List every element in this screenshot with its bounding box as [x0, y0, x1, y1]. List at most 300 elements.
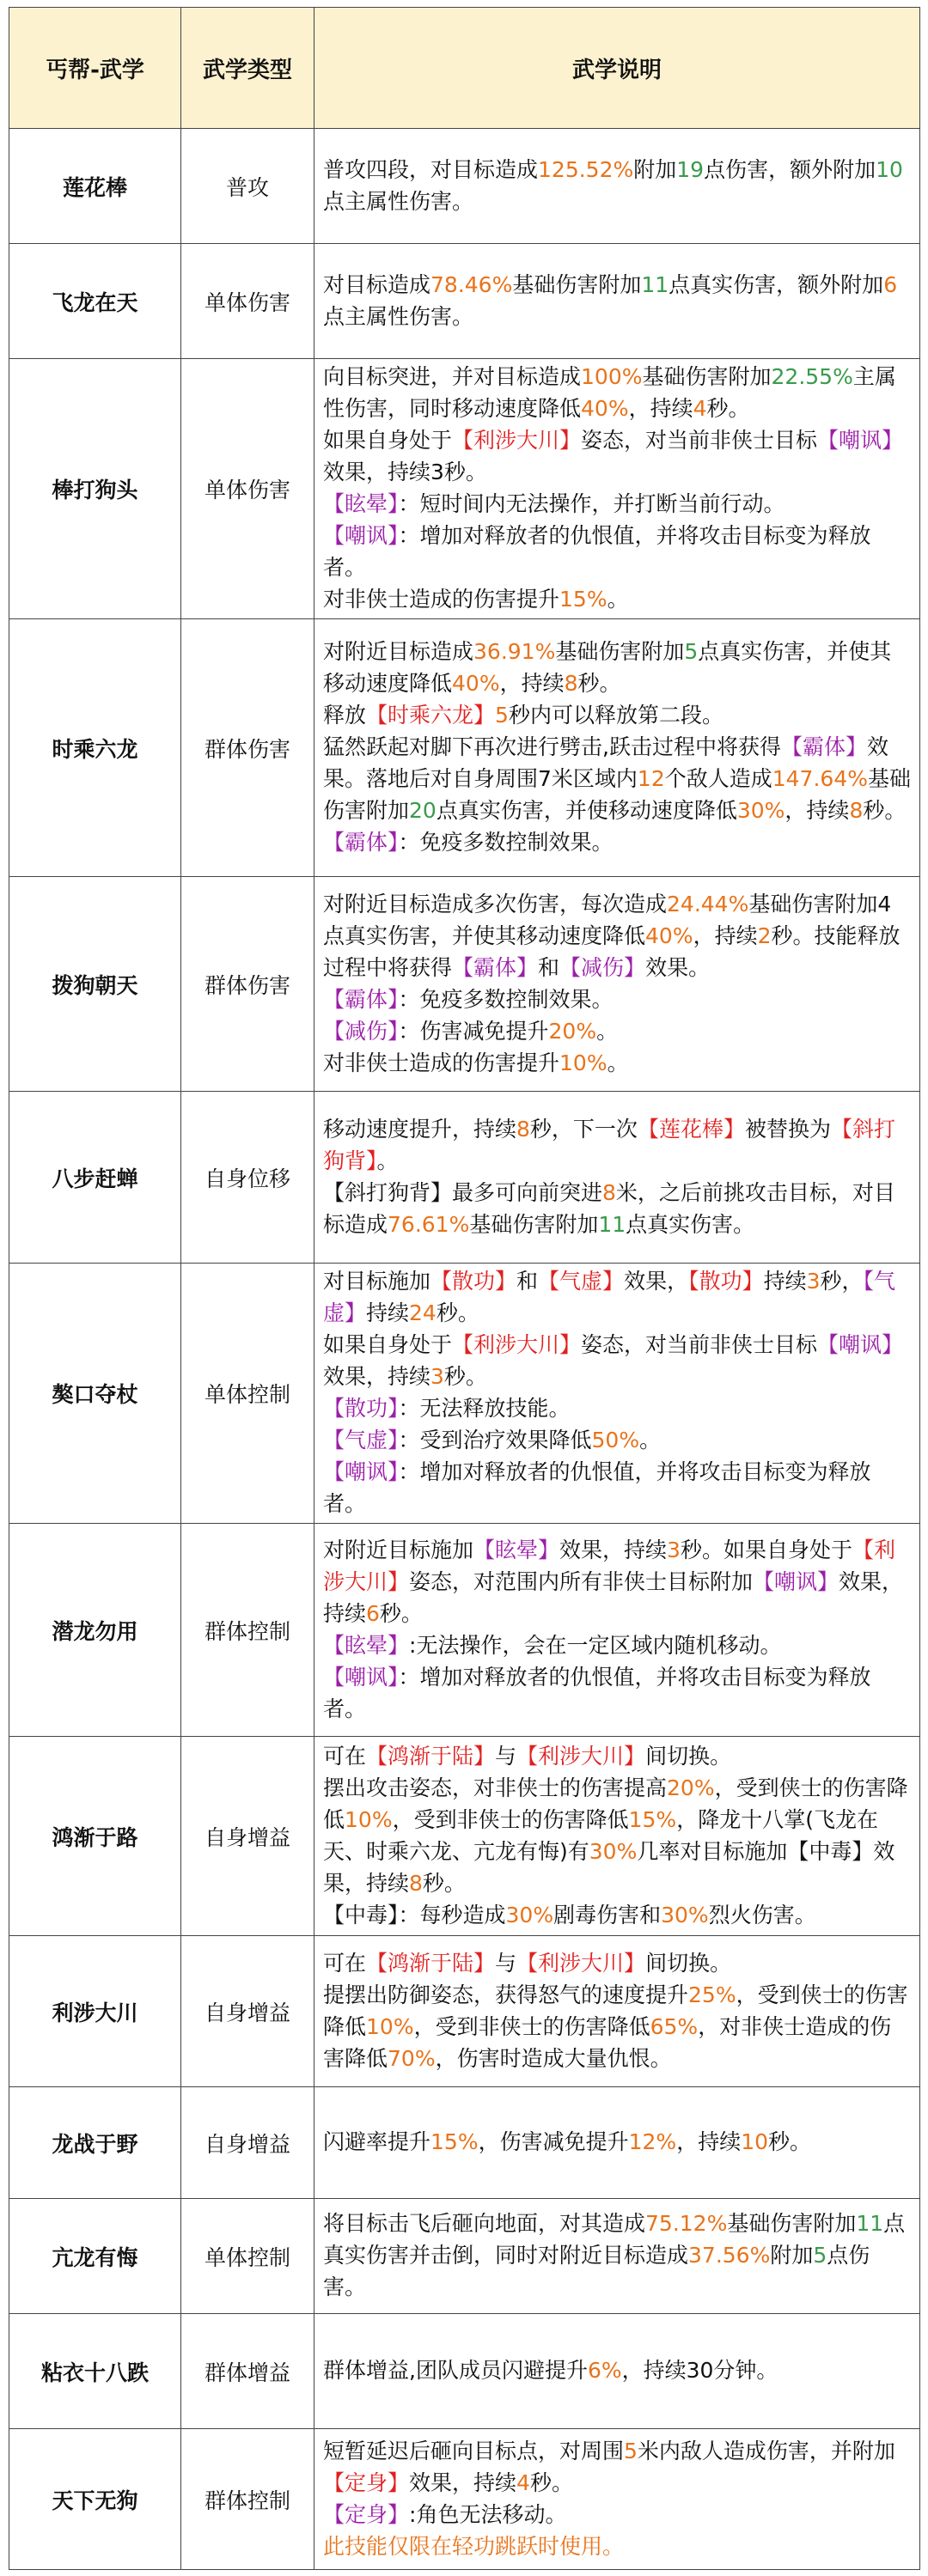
text-segment: 【减伤】 [559, 954, 646, 980]
text-segment: 点真实伤害并击倒，同时对附近目标造成 [323, 2211, 906, 2268]
text-segment: 76.61% [388, 1211, 470, 1237]
description-line [323, 636, 911, 699]
text-segment: 基础伤害附加 [555, 639, 685, 664]
text-segment: 24.44% [667, 891, 749, 917]
text-segment: 10% [559, 1050, 607, 1075]
text-segment: 秒。 [768, 2129, 812, 2154]
skill-description [314, 244, 920, 359]
text-segment: 秒。 [443, 1364, 487, 1389]
table-row [9, 1936, 920, 2087]
text-segment: 6% [587, 2358, 622, 2383]
text-segment: 秒，下一次 [529, 1116, 638, 1142]
text-segment: ：短时间内无法操作，并打断当前行动。 [398, 491, 785, 516]
text-segment: 37.56% [688, 2243, 771, 2268]
text-segment: 10% [345, 1806, 393, 1832]
skill-description [314, 1264, 920, 1524]
text-segment: 【定身】 [323, 2501, 410, 2527]
text-segment: :无法操作，会在一定区域内随机移动。 [409, 1632, 782, 1658]
table-row [9, 1092, 920, 1264]
text-segment: 5 [495, 703, 509, 728]
description-line [323, 1947, 911, 1979]
text-segment: 秒， [820, 1269, 864, 1294]
text-segment: 20% [667, 1775, 715, 1800]
text-segment: ，持续 [693, 923, 758, 948]
text-segment: 【霸体】 [323, 830, 399, 855]
text-segment: 和 [516, 1269, 539, 1294]
skill-type: 群体伤害 [181, 877, 314, 1092]
text-segment: 【利涉大川】 [452, 1332, 582, 1357]
text-segment: 【嘲讽】 [753, 1568, 839, 1594]
text-segment: 36.91% [473, 639, 556, 664]
text-segment: 4 [516, 2469, 530, 2495]
skill-description [314, 1737, 920, 1936]
text-segment: ，伤害时造成大量仇恨。 [435, 2045, 672, 2071]
text-segment: ，持续30分钟。 [621, 2358, 778, 2383]
skill-type: 单体伤害 [181, 244, 314, 359]
text-segment: 100% [581, 364, 643, 389]
text-segment: 几率对目标施加【中毒】效果，持续 [323, 1838, 895, 1896]
text-segment: 效果。 [645, 954, 711, 980]
skill-type: 自身位移 [181, 1092, 314, 1264]
skill-type: 自身增益 [181, 2087, 314, 2199]
text-segment: 【嘲讽】 [323, 1459, 399, 1484]
text-segment: 对非侠士造成的伤害提升 [323, 1050, 560, 1075]
skill-type: 群体伤害 [181, 619, 314, 877]
table-row [9, 1737, 920, 1936]
text-segment: 可在 [323, 1950, 367, 1976]
text-segment: 姿态，对当前非侠士目标 [581, 1332, 818, 1357]
text-segment: ，降龙十八掌(飞龙在天、时乘六龙、亢龙有悔)有 [323, 1806, 878, 1864]
skill-name: 龙战于野 [9, 2087, 181, 2199]
skill-name: 时乘六龙 [9, 619, 181, 877]
text-segment: 将目标击飞后砸向地面，对其造成 [323, 2211, 646, 2236]
text-segment: 147.64% [772, 766, 868, 791]
header-desc: 武学说明 [314, 8, 920, 129]
text-segment: 可在 [323, 1743, 367, 1769]
description-line [323, 1456, 911, 1519]
description-line [323, 731, 911, 826]
description-line [323, 1392, 911, 1424]
text-segment: 如果自身处于 [323, 428, 453, 453]
text-segment: 烈火伤害。 [708, 1902, 816, 1927]
text-segment: 【散功】 [430, 1269, 517, 1294]
skill-description [314, 359, 920, 619]
text-segment: ，持续 [628, 396, 693, 421]
text-segment: 秒。 [379, 1600, 423, 1626]
skill-description [314, 1524, 920, 1737]
text-segment: 秒。如果自身处于 [680, 1537, 852, 1562]
text-segment: 10 [876, 156, 903, 182]
text-segment: 点主属性伤害。 [323, 188, 474, 214]
text-segment: 11 [856, 2211, 884, 2236]
text-segment: 6 [883, 271, 898, 297]
skill-description [314, 1092, 920, 1264]
description-line [323, 2126, 911, 2158]
text-segment: 基础伤害附加4点真实伤害，并使其移动速度降低 [323, 891, 892, 948]
text-segment: 【眩晕】 [473, 1537, 560, 1562]
table-row [9, 244, 920, 359]
skill-name: 潜龙勿用 [9, 1524, 181, 1737]
text-segment: 如果自身处于 [323, 1332, 453, 1357]
skill-type: 群体控制 [181, 2429, 314, 2570]
text-segment: ：免疫多数控制效果。 [398, 986, 614, 1012]
skill-description [314, 1936, 920, 2087]
description-line [323, 1629, 911, 1661]
text-segment: 持续 [763, 1269, 807, 1294]
text-segment: 秒。 [706, 396, 750, 421]
text-segment: 闪避率提升 [323, 2129, 431, 2154]
skill-table [9, 7, 920, 2570]
skill-name: 亢龙有悔 [9, 2199, 181, 2314]
description-line [323, 520, 911, 583]
text-segment: 【利涉大川】 [452, 428, 582, 453]
text-segment: 【散功】 [323, 1396, 399, 1421]
text-segment: 【眩晕】 [323, 1632, 410, 1658]
skill-type: 自身增益 [181, 1936, 314, 2087]
text-segment: 30% [505, 1902, 554, 1927]
text-segment: 点伤害，额外附加 [704, 156, 876, 182]
skill-description [314, 2429, 920, 2570]
text-segment: 125.52% [538, 156, 634, 182]
text-segment: 25% [688, 1982, 736, 2007]
description-line [323, 1015, 911, 1047]
text-segment: 点真实伤害，并使其移动速度降低 [323, 639, 892, 696]
text-segment: 3 [430, 1364, 444, 1389]
description-line [323, 2354, 911, 2386]
text-segment: ：增加对释放者的仇恨值，并将攻击目标变为释放者。 [323, 1664, 871, 1721]
text-segment: ，持续 [499, 671, 565, 696]
skill-type: 普攻 [181, 129, 314, 244]
text-segment: 。 [376, 1148, 399, 1173]
text-segment: 65% [650, 2013, 699, 2039]
description-line [323, 1047, 911, 1079]
skill-type: 群体控制 [181, 1524, 314, 1737]
text-segment: 【定身】 [323, 2469, 410, 2495]
skill-description [314, 2199, 920, 2314]
text-segment: 被替换为 [744, 1116, 831, 1142]
skill-description [314, 877, 920, 1092]
text-segment: 秒。 [422, 1870, 466, 1896]
header-name: 丐帮-武学 [9, 8, 181, 129]
description-line [323, 1772, 911, 1899]
description-line [323, 1177, 911, 1240]
text-segment: 24 [409, 1300, 437, 1325]
text-segment: 【减伤】 [323, 1018, 399, 1044]
text-segment: 15% [628, 1806, 677, 1832]
text-segment: 【利涉大川】 [323, 1537, 895, 1594]
description-line [323, 2530, 911, 2562]
text-segment: 。 [596, 1018, 619, 1044]
description-line [323, 154, 911, 217]
text-segment: 基础伤害附加 [727, 2211, 857, 2236]
header-row [9, 8, 920, 129]
text-segment: 对非侠士造成的伤害提升 [323, 587, 560, 612]
description-line [323, 1899, 911, 1931]
description-line [323, 2499, 911, 2530]
text-segment: 秒。 [577, 671, 621, 696]
skill-type: 单体控制 [181, 1264, 314, 1524]
description-line [323, 1661, 911, 1725]
text-segment: ，受到侠士的伤害降低 [323, 1982, 908, 2039]
skill-name: 獒口夺杖 [9, 1264, 181, 1524]
text-segment: 与 [495, 1950, 517, 1976]
text-segment: 【嘲讽】 [323, 523, 399, 548]
text-segment: ：增加对释放者的仇恨值，并将攻击目标变为释放者。 [323, 523, 871, 580]
text-segment: 普攻四段，对目标造成 [323, 156, 539, 182]
text-segment: 姿态，对当前非侠士目标 [581, 428, 818, 453]
text-segment: :角色无法移动。 [409, 2501, 567, 2527]
text-segment: 8 [602, 1179, 616, 1205]
table-row [9, 619, 920, 877]
text-segment: 78.46% [430, 271, 513, 297]
text-segment: 对附近目标造成多次伤害，每次造成 [323, 891, 668, 917]
description-line [323, 888, 911, 984]
text-segment: 【霸体】 [452, 954, 539, 980]
text-segment: 【斜打狗背】最多可向前突进 [323, 1179, 603, 1205]
text-segment: 猛然跃起对脚下再次进行劈击,跃击过程中将获得 [323, 734, 781, 759]
description-line [323, 361, 911, 424]
description-line [323, 424, 911, 488]
text-segment: 附加 [633, 156, 677, 182]
text-segment: 5 [624, 2438, 638, 2463]
description-line [323, 1329, 911, 1392]
text-segment: 间切换。 [645, 1950, 732, 1976]
skill-type: 自身增益 [181, 1737, 314, 1936]
text-segment: 10 [741, 2129, 769, 2154]
text-segment: 效果， [624, 1269, 689, 1294]
text-segment: 与 [495, 1743, 517, 1769]
text-segment: 秒。 [436, 1300, 479, 1325]
text-segment: 。 [607, 587, 629, 612]
description-line [323, 2208, 911, 2303]
text-segment: 【莲花棒】 [637, 1116, 745, 1142]
text-segment: 【鸿渐于陆】 [366, 1950, 496, 1976]
description-line [323, 583, 911, 615]
text-segment: 秒内可以释放第二段。 [508, 703, 723, 728]
text-segment: 10% [366, 2013, 414, 2039]
text-segment: 点真实伤害。 [626, 1211, 755, 1237]
skill-description [314, 2087, 920, 2199]
text-segment: 8 [409, 1870, 423, 1896]
description-line [323, 1113, 911, 1177]
text-segment: 【斜打狗背】 [323, 1116, 895, 1173]
text-segment: 此技能仅限在轻功跳跃时使用。 [323, 2533, 625, 2559]
text-segment: 移动速度提升，持续 [323, 1116, 517, 1142]
text-segment: 基础伤害附加 [323, 766, 911, 823]
skill-name: 利涉大川 [9, 1936, 181, 2087]
skill-name: 棒打狗头 [9, 359, 181, 619]
description-line [323, 2435, 911, 2499]
description-line [323, 1979, 911, 2074]
text-segment: 50% [591, 1428, 640, 1452]
text-segment: 主属性伤害，同时移动速度降低 [323, 364, 896, 421]
text-segment: 效果，持续3秒。 [323, 460, 487, 484]
description-line [323, 1740, 911, 1772]
skill-name: 莲花棒 [9, 129, 181, 244]
skill-name: 鸿渐于路 [9, 1737, 181, 1936]
text-segment: ，受到非侠士的伤害降低 [413, 2013, 650, 2039]
description-line [323, 984, 911, 1015]
description-line [323, 826, 911, 858]
skill-name: 八步赶蝉 [9, 1092, 181, 1264]
text-segment: 秒。技能释放过程中将获得 [323, 923, 901, 980]
text-segment: 点真实伤害，额外附加 [669, 271, 884, 297]
text-segment: 对目标造成 [323, 271, 431, 297]
table-row [9, 1264, 920, 1524]
text-segment: 22.55% [771, 364, 853, 389]
text-segment: ：免疫多数控制效果。 [398, 830, 614, 855]
text-segment: 剧毒伤害和 [553, 1902, 662, 1927]
text-segment: 。 [607, 1050, 629, 1075]
text-segment: 【鸿渐于陆】 [366, 1743, 496, 1769]
text-segment: 15% [430, 2129, 479, 2154]
text-segment: 3 [806, 1269, 821, 1294]
text-segment: 米内敌人造成伤害，并附加 [637, 2438, 895, 2463]
text-segment: 3 [667, 1537, 681, 1562]
text-segment: ，受到非侠士的伤害降低 [392, 1806, 629, 1832]
text-segment: ：伤害减免提升 [398, 1018, 549, 1044]
text-segment: 【气虚】 [323, 1428, 399, 1452]
text-segment: 效果，持续 [323, 1568, 904, 1626]
text-segment: 【气虚】 [323, 1269, 896, 1325]
text-segment: 75.12% [645, 2211, 728, 2236]
text-segment: 对附近目标造成 [323, 639, 474, 664]
text-segment: 米，之后前挑攻击目标，对目标造成 [323, 1179, 895, 1237]
text-segment: ，持续 [676, 2129, 742, 2154]
skill-name: 粘衣十八跌 [9, 2314, 181, 2429]
text-segment: 向目标突进，并对目标造成 [323, 364, 582, 389]
description-line [323, 269, 911, 332]
text-segment: 效果。落地后对自身周围7米区域内 [323, 734, 888, 791]
text-segment: 20 [409, 798, 437, 823]
skill-name: 飞龙在天 [9, 244, 181, 359]
text-segment: 2 [757, 923, 772, 948]
text-segment: 释放 [323, 703, 367, 728]
text-segment: 20% [548, 1018, 597, 1044]
text-segment: 【散功】 [688, 1269, 764, 1294]
skill-type: 单体控制 [181, 2199, 314, 2314]
text-segment: 点伤害。 [323, 2243, 870, 2299]
table-row [9, 359, 920, 619]
text-segment: ，伤害减免提升 [478, 2129, 629, 2154]
description-line [323, 1424, 911, 1456]
skill-name: 拨狗朝天 [9, 877, 181, 1092]
text-segment: 姿态，对范围内所有非侠士目标附加 [409, 1568, 754, 1594]
text-segment: 点真实伤害，并使移动速度降低 [436, 798, 737, 823]
text-segment: 11 [641, 271, 669, 297]
text-segment: 间切换。 [645, 1743, 732, 1769]
text-segment: 11 [598, 1211, 626, 1237]
text-segment: 基础伤害附加 [642, 364, 772, 389]
text-segment: 30% [736, 798, 785, 823]
text-segment: 19 [676, 156, 705, 182]
table-row [9, 1524, 920, 1737]
description-line [323, 699, 911, 731]
text-segment: 【时乘六龙】 [366, 703, 496, 728]
table-row [9, 2314, 920, 2429]
text-segment: 5 [813, 2243, 827, 2268]
text-segment: 点主属性伤害。 [323, 303, 474, 329]
text-segment: 4 [693, 396, 707, 421]
text-segment: 70% [388, 2045, 436, 2071]
text-segment: 12 [637, 766, 665, 791]
skill-description [314, 129, 920, 244]
text-segment: 40% [452, 671, 500, 696]
table-row [9, 2429, 920, 2570]
text-segment: ，持续 [785, 798, 850, 823]
text-segment: 附加 [770, 2243, 814, 2268]
text-segment: 8 [564, 671, 578, 696]
text-segment: 对目标施加 [323, 1269, 431, 1294]
description-line [323, 1265, 911, 1329]
text-segment: 对附近目标施加 [323, 1537, 474, 1562]
text-segment: 40% [581, 396, 629, 421]
text-segment: ，对非侠士造成的伤害降低 [323, 2013, 892, 2071]
text-segment: 群体增益,团队成员闪避提升 [323, 2358, 588, 2383]
text-segment: 8 [516, 1116, 530, 1142]
text-segment: 15% [559, 587, 607, 612]
text-segment: 基础伤害附加 [512, 271, 642, 297]
text-segment: 【中毒】：每秒造成 [323, 1902, 506, 1927]
description-line [323, 488, 911, 520]
text-segment: 短暂延迟后砸向目标点，对周围 [323, 2438, 625, 2463]
text-segment: 30% [661, 1902, 709, 1927]
text-segment: 5 [684, 639, 699, 664]
text-segment: 【霸体】 [323, 986, 399, 1012]
text-segment: 【嘲讽】 [323, 1664, 399, 1690]
text-segment: 和 [538, 954, 560, 980]
text-segment: ：无法释放技能。 [398, 1396, 571, 1421]
text-segment: 效果，持续 [409, 2469, 517, 2495]
text-segment: 【气虚】 [538, 1269, 625, 1294]
skill-description [314, 619, 920, 877]
table-row [9, 2087, 920, 2199]
text-segment: 6 [366, 1600, 380, 1626]
text-segment: 基础伤害附加 [469, 1211, 599, 1237]
text-segment: 40% [645, 923, 693, 948]
text-segment: 秒。 [863, 798, 907, 823]
text-segment: 秒。 [529, 2469, 573, 2495]
text-segment: 效果，持续 [323, 1364, 431, 1389]
table-row [9, 877, 920, 1092]
text-segment: 【霸体】 [780, 734, 867, 759]
table-row [9, 2199, 920, 2314]
text-segment: ，受到侠士的伤害降低 [323, 1775, 908, 1832]
skill-type: 群体增益 [181, 2314, 314, 2429]
text-segment: 提摆出防御姿态，获得怒气的速度提升 [323, 1982, 689, 2007]
skill-description [314, 2314, 920, 2429]
text-segment: 持续 [366, 1300, 410, 1325]
text-segment: 【利涉大川】 [516, 1743, 646, 1769]
text-segment: 。 [639, 1428, 662, 1452]
text-segment: 12% [628, 2129, 677, 2154]
text-segment: ：增加对释放者的仇恨值，并将攻击目标变为释放者。 [323, 1459, 871, 1516]
text-segment: ：受到治疗效果降低 [398, 1428, 592, 1452]
header-type: 武学类型 [181, 8, 314, 129]
text-segment: 个敌人造成 [664, 766, 772, 791]
text-segment: 【利涉大川】 [516, 1950, 646, 1976]
text-segment: 【嘲讽】 [817, 1332, 904, 1357]
text-segment: 效果，持续 [559, 1537, 668, 1562]
skill-name: 天下无狗 [9, 2429, 181, 2570]
description-line [323, 1534, 911, 1629]
text-segment: 摆出攻击姿态，对非侠士的伤害提高 [323, 1775, 668, 1800]
table-row [9, 129, 920, 244]
text-segment: 8 [849, 798, 864, 823]
text-segment: 【嘲讽】 [817, 428, 904, 453]
text-segment: 30% [589, 1838, 638, 1864]
skill-type: 单体伤害 [181, 359, 314, 619]
